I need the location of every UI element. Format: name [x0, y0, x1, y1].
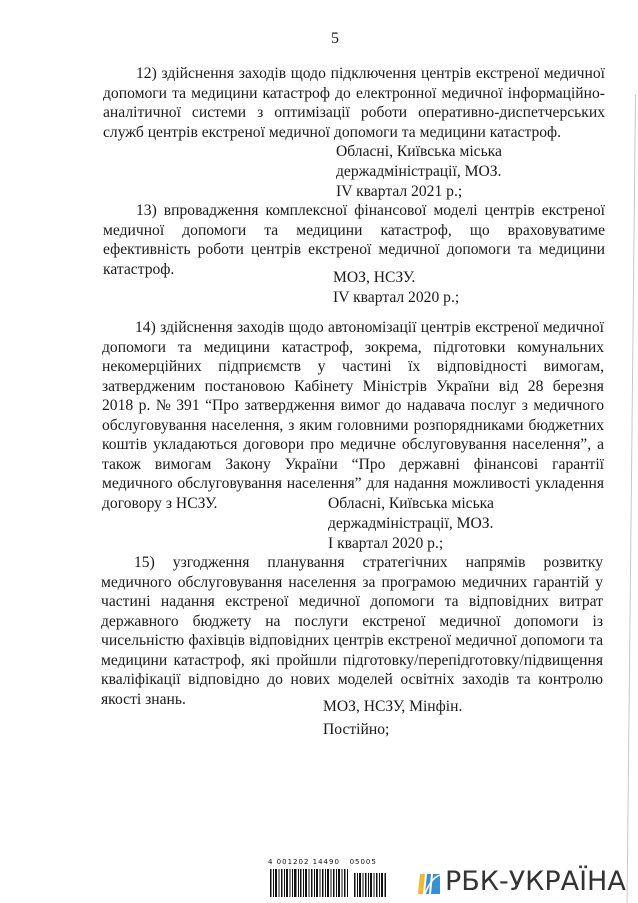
responsible-line: МОЗ, НСЗУ, Мінфін.	[323, 698, 463, 715]
deadline: Постійно;	[323, 721, 390, 738]
list-item-12	[103, 64, 605, 142]
responsible-block-13	[333, 268, 459, 308]
item-line: медицини катастроф, які пройшли підготовку/перепідготовку/підвищення	[101, 651, 603, 669]
responsible-line: Обласні, Київська міська	[328, 495, 494, 512]
list-item-14	[102, 318, 604, 513]
item-line: медичного обслуговування населення за програмою медичних гарантій у	[101, 573, 603, 591]
responsible-line: МОЗ, НСЗУ.	[333, 269, 416, 286]
responsible-line: держадміністрації, МОЗ.	[328, 515, 494, 532]
item-line: чисельністю фахівців відповідних центрів екстреної медичної допомоги та	[101, 632, 603, 649]
item-line: 13) впровадження комплексної фінансової моделі центрів екстреної	[136, 202, 605, 219]
item-line: допомоги та медицини катастроф до електронної медичної інформаційно-	[103, 84, 605, 102]
responsible-line: Обласні, Київська міська	[336, 143, 502, 160]
item-line: частині надання екстреної медичної допомоги та відповідних витрат	[101, 593, 603, 610]
deadline: IV квартал 2020 р.;	[333, 289, 460, 306]
item-line: ефективність роботи центрів екстреної медичної допомоги та медицини	[103, 241, 605, 258]
item-line: служб центрів екстреної медичної допомоги та медицини катастроф.	[103, 123, 562, 141]
item-line: також вимогам Закону України “Про державні фінансові гарантії	[102, 455, 604, 473]
page-number: 5	[331, 30, 339, 47]
item-line: 12) здійснення заходів щодо підключення центрів екстреної медичної	[136, 65, 605, 82]
item-line: аналітичної системи з оптимізації роботи оперативно-диспетчерських	[103, 104, 605, 121]
item-line: кваліфікації відповідно до нових моделей освітніх заходів та контролю	[101, 671, 603, 688]
responsible-line: держадміністрації, МОЗ.	[336, 163, 502, 180]
barcode-number: 4 001202 14490 05005	[268, 858, 377, 866]
brand-watermark: РБК-УКРАЇНА	[445, 866, 626, 897]
item-line: обслуговування населення, з яким головними розпорядниками бюджетних	[102, 416, 604, 434]
item-line: 2018 р. № 391 “Про затвердження вимог до надавача послуг з медичного	[102, 397, 604, 414]
deadline: I квартал 2020 р.;	[328, 535, 444, 552]
responsible-block-12	[336, 142, 502, 202]
barcode-icon	[270, 869, 388, 897]
item-line: медичної допомоги та медицини катастроф, що враховуватиме	[103, 221, 605, 239]
responsible-block-15	[323, 697, 462, 740]
item-line: договору з НСЗУ.	[102, 494, 218, 512]
list-item-15	[101, 553, 603, 709]
responsible-block-14	[328, 494, 494, 554]
item-line: 14) здійснення заходів щодо автономізації центрів екстреної медичної	[135, 319, 604, 336]
deadline: IV квартал 2021 р.;	[336, 183, 463, 200]
item-line: державного бюджету на послуги екстреної медичної допомоги із	[101, 612, 603, 630]
item-line: некомерційних підприємств у частині їх відповідності вимогам,	[102, 358, 604, 375]
item-line: допомоги та медицини катастроф, зокрема, підготовки комунальних	[102, 338, 604, 356]
item-line: коштів укладаються договори про медичне обслуговування населення”, а	[102, 436, 604, 453]
rbc-logo-icon	[417, 872, 441, 896]
scan-page-edge	[627, 95, 636, 903]
item-line: медичного обслуговування населення” для надання можливості укладення	[102, 475, 604, 492]
item-line: 15) узгодження планування стратегічних напрямів розвитку	[134, 554, 603, 571]
item-line: катастроф.	[103, 260, 175, 278]
item-line: затвердженим постановою Кабінету Міністрів України від 28 березня	[102, 377, 604, 395]
item-line: якості знань.	[101, 690, 186, 708]
